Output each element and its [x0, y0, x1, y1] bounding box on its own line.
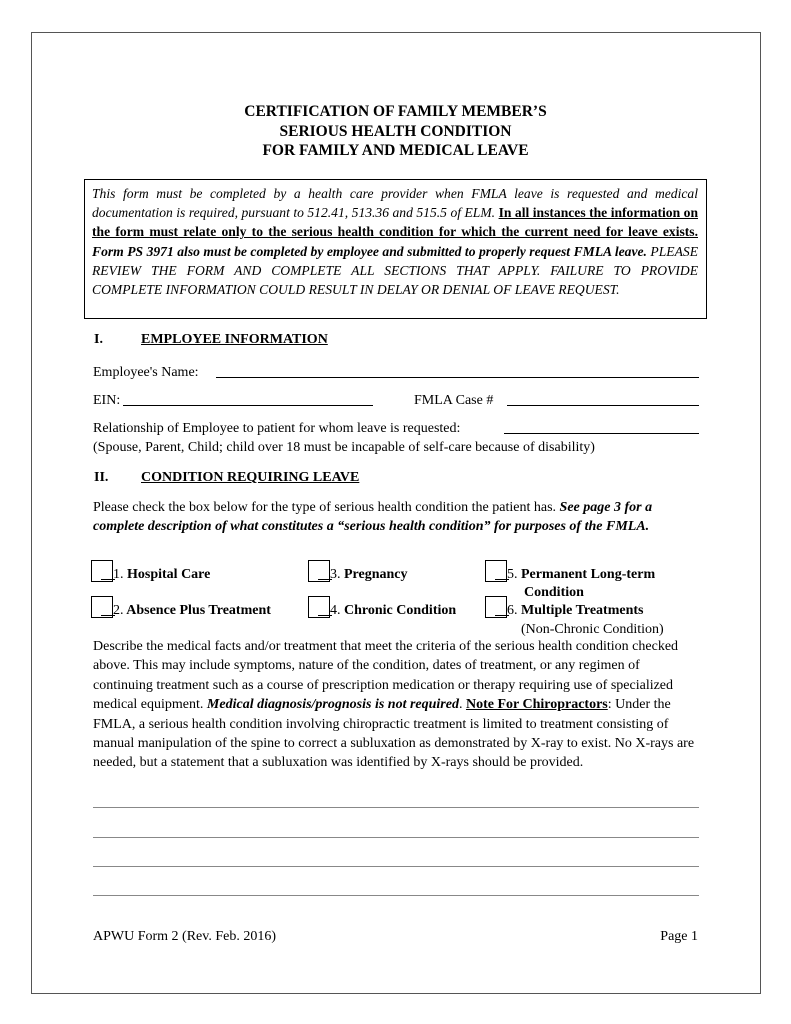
notice-part-4: PLEASE REVIEW THE FORM AND COMPLETE ALL SECTIONS THAT APPLY. FAILURE TO PROVIDE COMPLETE INFORMATION COULD RESULT IN DELAY OR DENIAL OF LEAVE REQUEST.: [92, 243, 698, 298]
option-3-number: 3.: [330, 567, 341, 582]
option-2-number: 2.: [113, 603, 124, 618]
describe-period: .: [458, 697, 463, 713]
describe-plain: Describe the medical facts and/or treatment that meet the criteria of the serious health condition checked above. This may include symptoms, nature of the condition, dates of treatment, or any regimen of continuing treatment such as a course of prescription medication or therapy requiring use of specialized medical equipment.: [93, 639, 679, 713]
answer-line-3[interactable]: [93, 866, 699, 867]
fmla-case-field[interactable]: [507, 405, 699, 406]
section-1-title: EMPLOYEE INFORMATION: [141, 332, 328, 347]
footer-form-id: APWU Form 2 (Rev. Feb. 2016): [93, 929, 277, 944]
section-1-number: I.: [94, 332, 103, 347]
chiropractors-note-text: : Under the FMLA, a serious health condition involving chiropractic treatment is limited to treatment consisting of manual manipulation of the spine to correct a subluxation as demonstrated by X-ray to exist. No X-rays are needed, but a statement that a subluxation was identified by X-rays should be provided.: [93, 697, 695, 771]
relationship-field[interactable]: [504, 433, 699, 434]
condition-instruction-bold: See page 3 for a complete description of what constitutes a “serious health condition” for purposes of the FMLA.: [93, 500, 653, 535]
option-5-label: Permanent Long-term: [521, 567, 656, 582]
fmla-case-label: FMLA Case #: [414, 393, 494, 408]
employee-name-field[interactable]: [216, 377, 699, 378]
option-6-number: 6.: [507, 603, 518, 618]
section-2-number: II.: [94, 470, 109, 485]
option-permanent-long-term: [495, 567, 655, 583]
section-2-title: CONDITION REQUIRING LEAVE: [141, 470, 360, 485]
employee-name-label: Employee's Name:: [93, 365, 199, 380]
ein-label: EIN:: [93, 393, 121, 408]
notice-part-2: In all instances the information on the form must relate only to the serious health condition for which the current need for leave exists.: [92, 205, 699, 240]
notice-part-3: Form PS 3971 also must be completed by employee and submitted to properly request FMLA leave.: [92, 243, 647, 259]
form-title: [0, 102, 791, 161]
option-5-label-line-2: Condition: [524, 585, 584, 600]
ein-field[interactable]: [123, 405, 373, 406]
describe-not-required: Medical diagnosis/prognosis is not required: [206, 697, 459, 713]
answer-line-2[interactable]: [93, 837, 699, 838]
section-2-heading: [94, 470, 359, 486]
option-6-label: Multiple Treatments: [521, 603, 644, 618]
relationship-label: Relationship of Employee to patient for whom leave is requested:: [93, 421, 461, 436]
option-6-sublabel: (Non-Chronic Condition): [521, 622, 664, 637]
option-2-label: Absence Plus Treatment: [126, 603, 271, 618]
option-5-number: 5.: [507, 567, 518, 582]
option-4-number: 4.: [330, 603, 341, 618]
answer-line-1[interactable]: [93, 807, 699, 808]
describe-paragraph: [93, 637, 699, 773]
option-pregnancy: [318, 567, 408, 583]
option-multiple-treatments: [495, 603, 644, 619]
condition-instruction: [93, 498, 699, 537]
condition-instruction-plain: Please check the box below for the type of serious health condition the patient has.: [93, 500, 557, 515]
option-3-label: Pregnancy: [344, 567, 408, 582]
option-absence-plus-treatment: [101, 603, 271, 619]
chiropractors-note-heading: Note For Chiropractors: [465, 697, 608, 713]
notice-part-1: This form must be completed by a health care provider when FMLA leave is requested and medical documentation is required, pursuant to 512.41, 513.36 and 515.5 of ELM.: [92, 186, 698, 221]
footer-page-number: Page 1: [660, 929, 698, 944]
option-hospital-care: [101, 567, 210, 583]
relationship-note: (Spouse, Parent, Child; child over 18 must be incapable of self-care because of disability): [93, 440, 595, 455]
title-line-3: FOR FAMILY AND MEDICAL LEAVE: [262, 142, 529, 159]
answer-line-4[interactable]: [93, 895, 699, 896]
option-1-number: 1.: [113, 567, 124, 582]
section-1-heading: [94, 332, 328, 348]
title-line-1: CERTIFICATION OF FAMILY MEMBER’S: [244, 103, 547, 120]
option-1-label: Hospital Care: [127, 567, 211, 582]
option-4-label: Chronic Condition: [344, 603, 457, 618]
option-chronic-condition: [318, 603, 456, 619]
title-line-2: SERIOUS HEALTH CONDITION: [279, 122, 512, 140]
instructions-notice-box: [84, 179, 707, 319]
